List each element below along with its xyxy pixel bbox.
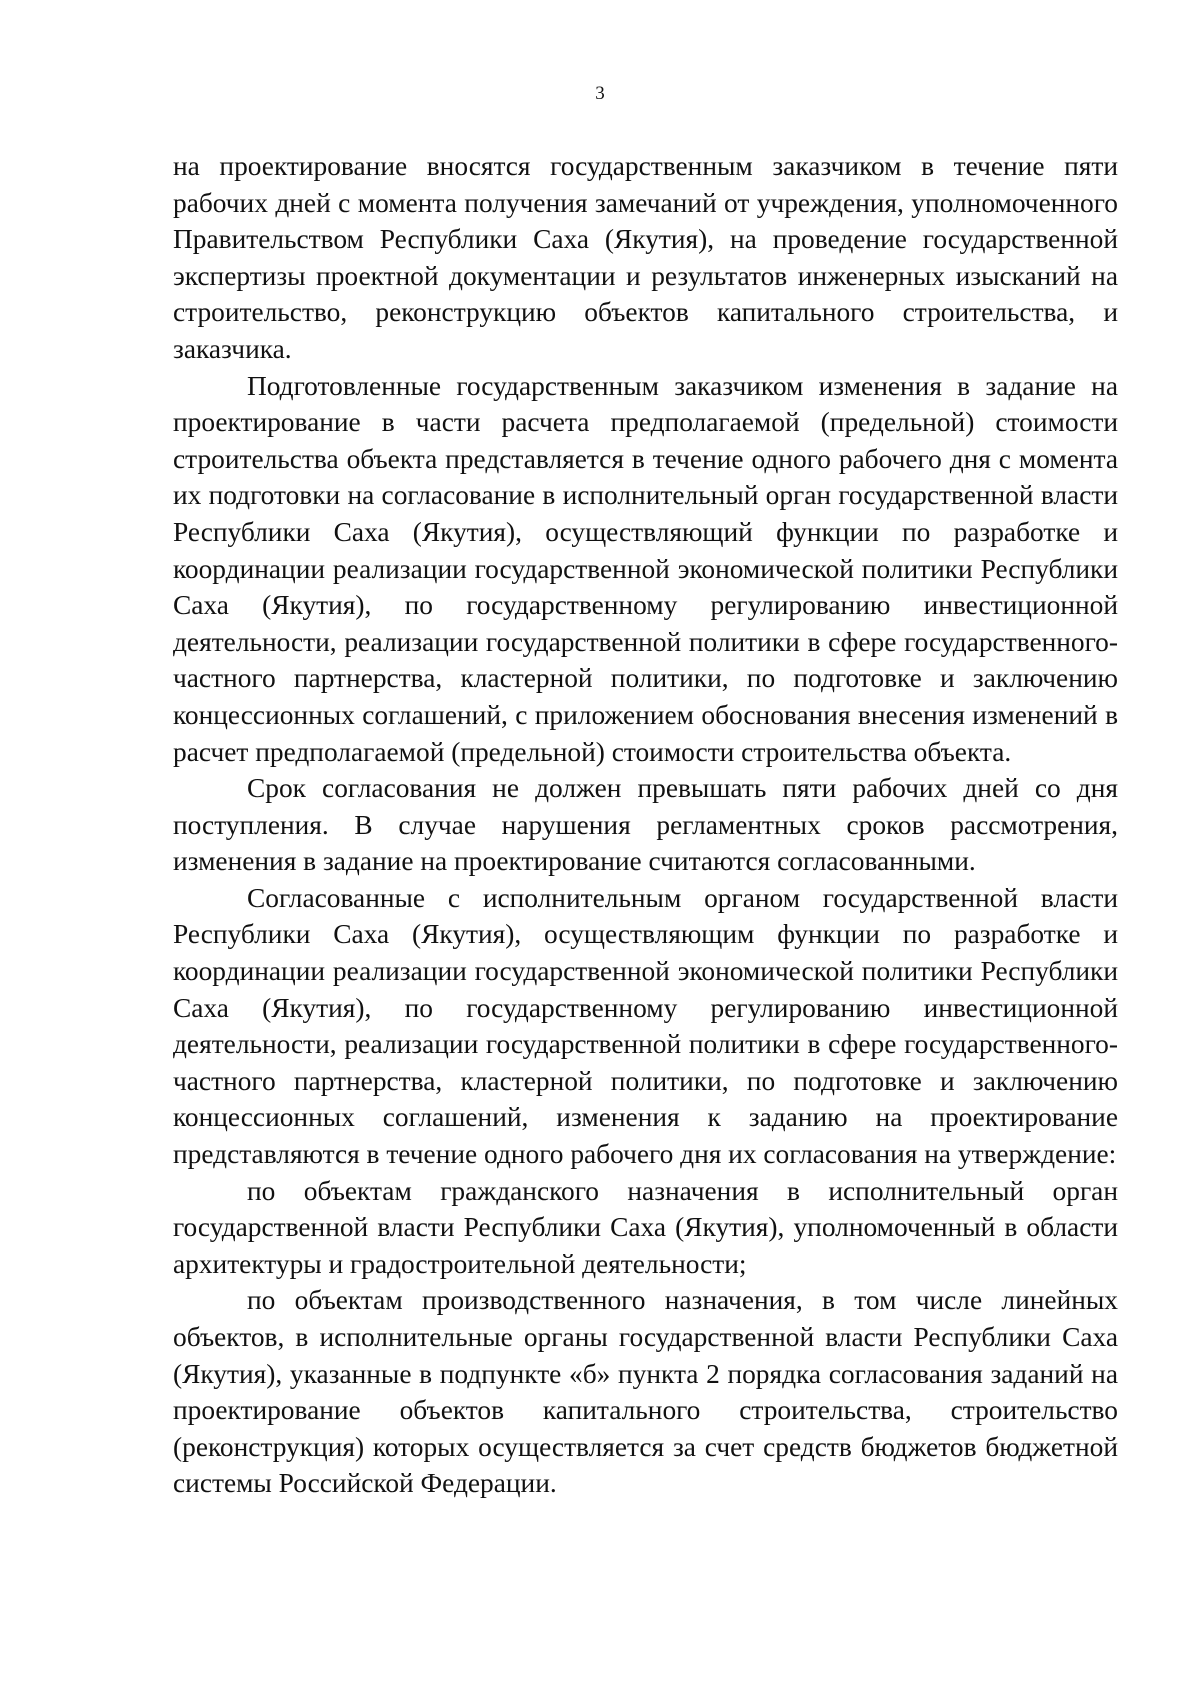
paragraph-approval-deadline: Срок согласования не должен превышать пяти рабочих дней со дня поступления. В случае нарушения регламентных сроков рассмотрения, изменения в задание на проектирование считаются согласованными. bbox=[173, 773, 1118, 877]
paragraph-cost-changes: Подготовленные государственным заказчиком изменения в задание на проектирование в части расчета предполагаемой (предельной) стоимости строительства объекта представляется в течение одного рабочего дня с момента их подготовки на согласование в исполнительный орган государственной власти Республики Саха (Якутия), осуществляющий функции по разработке и координации реализации государственной экономической политики Республики Саха (Якутия), по государственному регулированию инвестиционной деятельности, реализации государственной политики в сфере государственного-частного партнерства, кластерной политики, по подготовке и заключению концессионных соглашений, с приложением обоснования внесения изменений в расчет предполагаемой (предельной) стоимости строительства объекта. bbox=[173, 370, 1118, 767]
paragraph-industrial-objects: по объектам производственного назначения, в том числе линейных объектов, в исполнительные органы государственной власти Республики Саха (Якутия), указанные в подпункте «б» пункта 2 порядка согласования заданий на проектирование объектов капитального строительства, строительство (реконструкция) которых осуществляется за счет средств бюджетов бюджетной системы Российской Федерации. bbox=[173, 1285, 1118, 1499]
paragraph-civil-objects: по объектам гражданского назначения в исполнительный орган государственной власти Республики Саха (Якутия), уполномоченный в области архитектуры и градостроительной деятельности; bbox=[173, 1175, 1118, 1279]
page-number: 3 bbox=[595, 83, 605, 104]
paragraph-continuation: на проектирование вносятся государственным заказчиком в течение пяти рабочих дней с момента получения замечаний от учреждения, уполномоченного Правительством Республики Саха (Якутия), на проведение государственной экспертизы проектной документации и результатов инженерных изысканий на строительство, реконструкцию объектов капитального строительства, и заказчика. bbox=[173, 151, 1118, 364]
paragraph-approved-changes: Согласованные с исполнительным органом государственной власти Республики Саха (Якутия), осуществляющим функции по разработке и координации реализации государственной экономической политики Республики Саха (Якутия), по государственному регулированию инвестиционной деятельности, реализации государственной политики в сфере государственного-частного партнерства, кластерной политики, по подготовке и заключению концессионных соглашений, изменения к заданию на проектирование представляются в течение одного рабочего дня их согласования на утверждение: bbox=[173, 882, 1118, 1170]
document-body bbox=[173, 148, 1118, 1502]
